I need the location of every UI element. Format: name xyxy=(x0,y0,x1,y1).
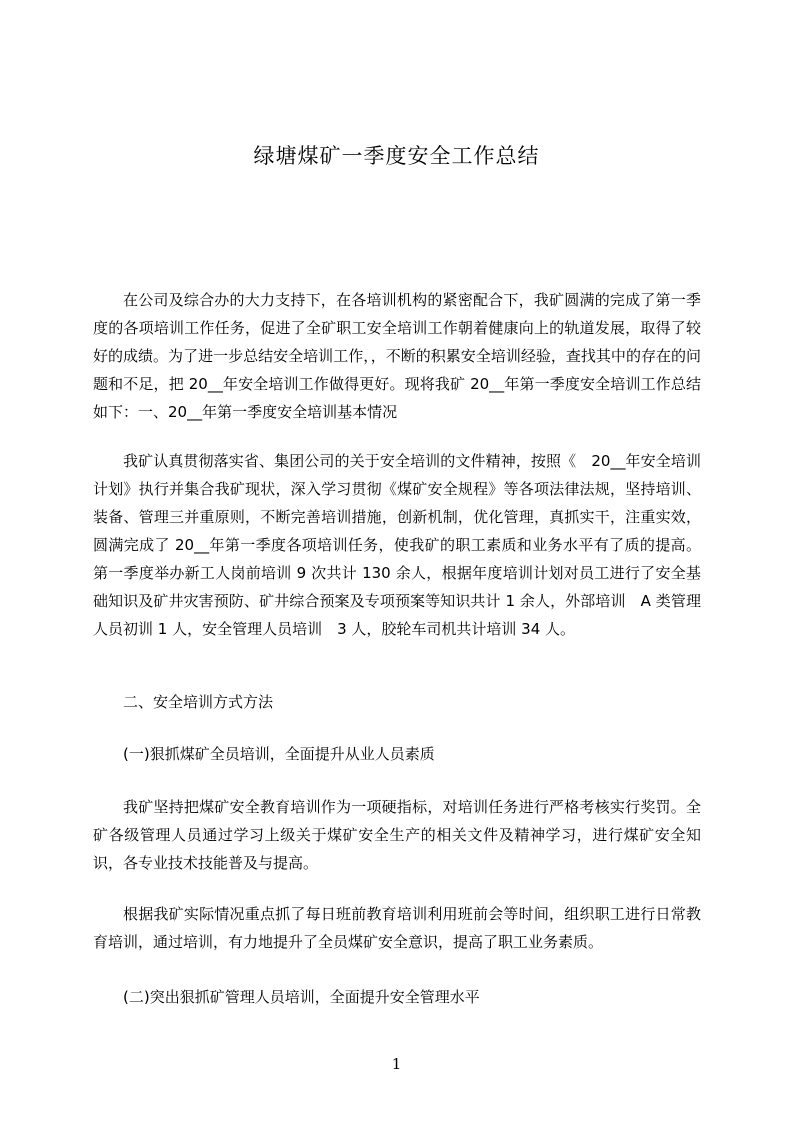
heading-text: (一)狠抓煤矿全员培训，全面提升从业人员素质 xyxy=(123,745,435,763)
subsection-heading-all-staff-training xyxy=(93,740,701,768)
paragraph-text: 我矿认真贯彻落实省、集团公司的关于安全培训的文件精神，按照《 20__年安全培训计划》执行并集合我矿现状，深入学习贯彻《煤矿安全规程》等各项法律法规，坚持培训、装备、管理三并重原则，不断完善培训措施，创新机制，优化管理，真抓实干，注重实效，圆满完成了 20__年第一季度各项培训任务，使我矿的职工素质和业务水平有了质的提高。第一季度举办新工人岗前培训 9 次共计 130 余人，根据年度培训计划对员工进行了安全基础知识及矿井灾害预防、矿井综合预案及专项预案等知识共计 1 余人，外部培训 A 类管理人员初训 1 人，安全管理人员培训 3 人，胶轮车司机共计培训 34 人。 xyxy=(93,452,701,638)
heading-text: 二、安全培训方式方法 xyxy=(123,693,274,711)
page-number: 1 xyxy=(391,1055,402,1073)
paragraph-text: 根据我矿实际情况重点抓了每日班前教育培训利用班前会等时间，组织职工进行日常教育培训，通过培训，有力地提升了全员煤矿安全意识，提高了职工业务素质。 xyxy=(93,905,701,951)
document-title: 绿塘煤矿一季度安全工作总结 xyxy=(253,144,540,168)
paragraph-daily-training xyxy=(93,900,701,956)
paragraph-text: 我矿坚持把煤矿安全教育培训作为一项硬指标，对培训任务进行严格考核实行奖罚。全矿各级管理人员通过学习上级关于煤矿安全生产的相关文件及精神学习，进行煤矿安全知识，各专业技术技能普及与提高。 xyxy=(93,798,701,872)
heading-text: (二)突出狠抓矿管理人员培训，全面提升安全管理水平 xyxy=(123,988,480,1006)
paragraph-text: 在公司及综合办的大力支持下，在各培训机构的紧密配合下，我矿圆满的完成了第一季度的各项培训工作任务，促进了全矿职工安全培训工作朝着健康向上的轨道发展，取得了较好的成绩。为了进一步总结安全培训工作，，不断的积累安全培训经验，查找其中的存在的问题和不足，把 20__年安全培训工作做得更好。现将我矿 20__年第一季度安全培训工作总结如下：一、20__年第一季度安全培训基本情况 xyxy=(93,291,701,421)
paragraph-intro xyxy=(93,286,701,426)
paragraph-hard-indicator xyxy=(93,793,701,877)
subsection-heading-management-training xyxy=(93,983,701,1011)
paragraph-basic-situation xyxy=(93,447,701,643)
section-heading-training-methods xyxy=(93,688,701,716)
